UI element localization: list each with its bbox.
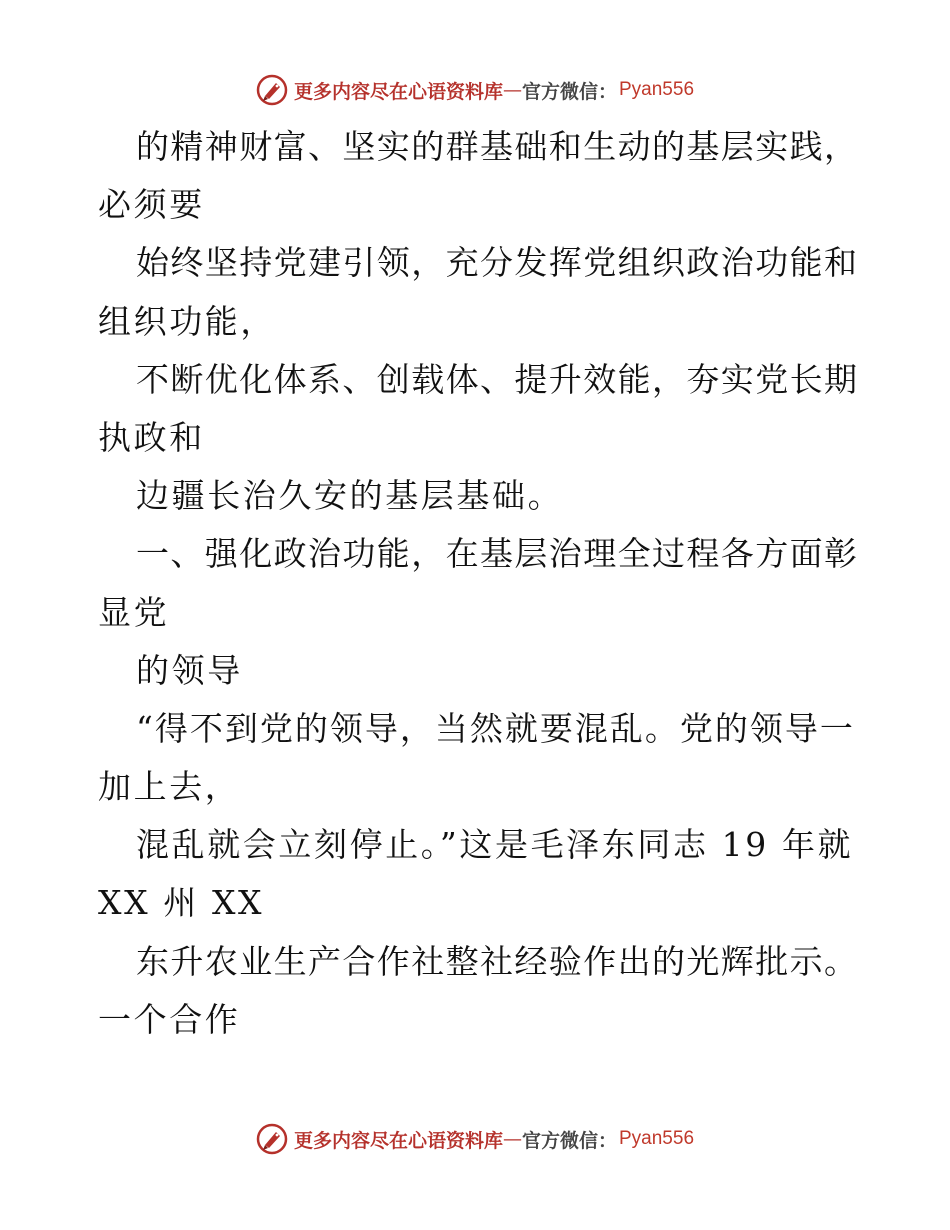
text-line: XX 州 XX	[98, 883, 265, 923]
text-line: 东升农业生产合作社整社经验作出的光辉批示。	[136, 941, 859, 981]
text-line: 执政和	[98, 417, 205, 457]
fountain-pen-logo-icon	[256, 1123, 288, 1155]
watermark-brand: 更多内容尽在心语资料库	[293, 1129, 503, 1152]
watermark-official-label: 官方微信：	[521, 1129, 617, 1152]
watermark-brand: 更多内容尽在心语资料库	[293, 80, 503, 103]
watermark-wechat-id: Pyan556	[619, 79, 695, 100]
watermark-official-label: 官方微信：	[521, 80, 617, 103]
text-line: 一个合作	[98, 999, 241, 1039]
watermark-dash: —	[502, 79, 522, 101]
text-line: 加上去，	[98, 767, 241, 807]
fountain-pen-logo-icon	[256, 74, 288, 106]
watermark-dash: —	[502, 1128, 522, 1150]
watermark-wechat-id: Pyan556	[619, 1128, 695, 1149]
text-line: 混乱就会立刻停止。”这是毛泽东同志 19 年就	[136, 825, 854, 865]
header-watermark	[0, 72, 950, 108]
text-line: 边疆长治久安的基层基础。	[136, 476, 564, 516]
text-line: 显党	[98, 592, 170, 632]
text-line: 必须要	[98, 185, 205, 225]
text-line: 不断优化体系、创载体、提升效能，夯实党长期	[136, 359, 859, 399]
text-line: 组织功能，	[98, 301, 276, 341]
text-line: 始终坚持党建引领，充分发挥党组织政治功能和	[136, 243, 859, 283]
footer-watermark	[0, 1121, 950, 1157]
text-line: 一、强化政治功能，在基层治理全过程各方面彰	[136, 534, 859, 574]
document-body	[98, 118, 858, 1049]
text-line: “得不到党的领导，当然就要混乱。党的领导一	[136, 708, 855, 748]
text-line: 的精神财富、坚实的群基础和生动的基层实践，	[136, 127, 859, 166]
text-line: 的领导	[136, 650, 243, 690]
